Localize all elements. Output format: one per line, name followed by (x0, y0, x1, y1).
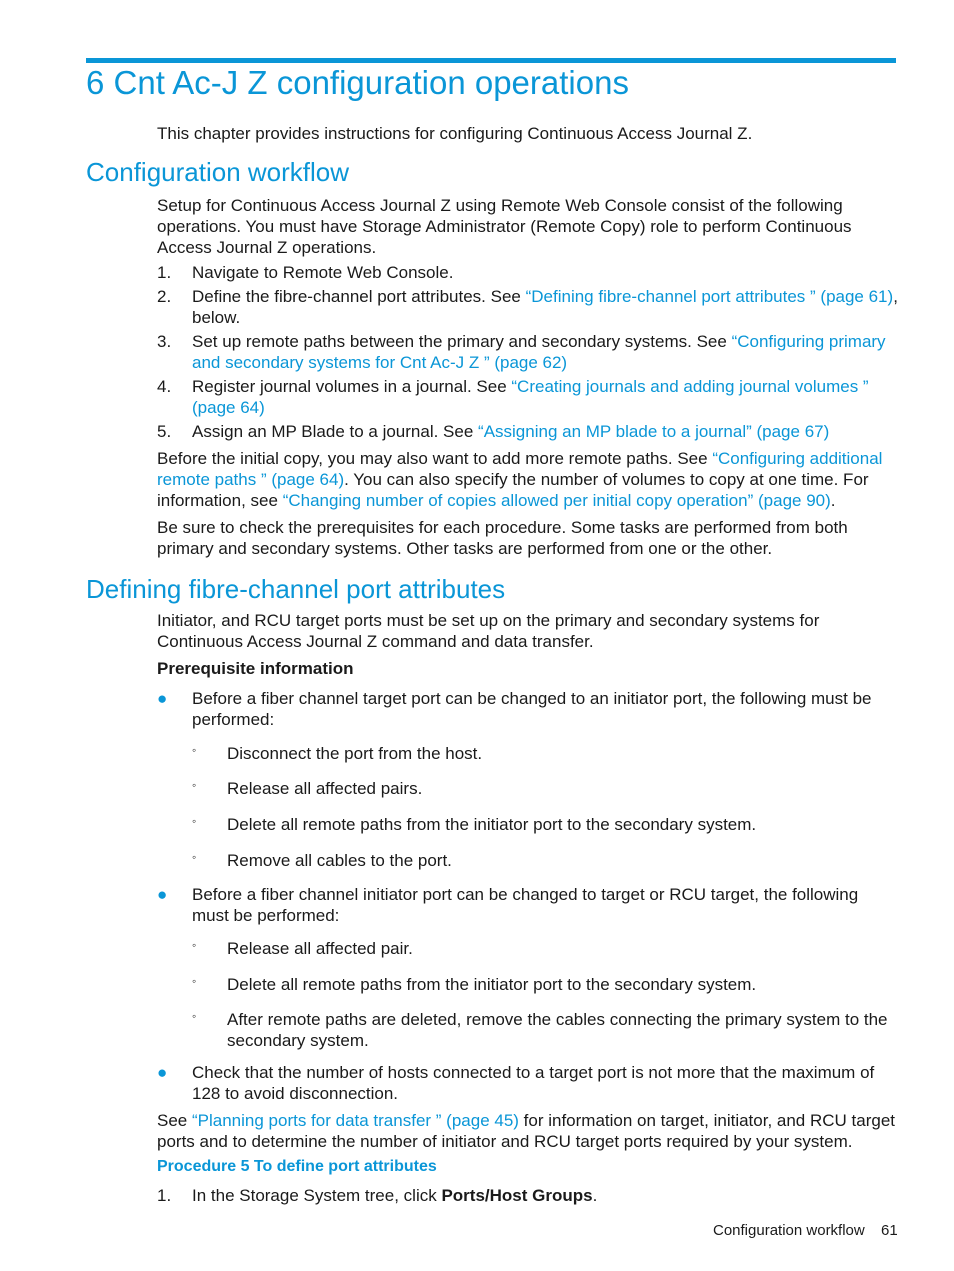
step-number: 5. (157, 422, 172, 441)
sub-item-text: Delete all remote paths from the initiator port to the secondary system. (227, 815, 757, 834)
step-text-body: Set up remote paths between the primary and secondary systems. See (192, 332, 732, 351)
circle-bullet-icon: ◦ (192, 1009, 197, 1023)
sub-item-text: Release all affected pair. (227, 939, 413, 958)
para-text: for information on target, initiator, and RCU target ports and to determine the number of initiator and RCU target ports required by your system. (157, 1111, 896, 1151)
step-number: 1. (157, 263, 172, 282)
sub-item-text: Delete all remote paths from the initiator port to the secondary system. (227, 975, 757, 994)
step-text-body: Define the fibre-channel port attributes. See (192, 287, 526, 306)
step-text (192, 376, 899, 418)
step-text-body: Register journal volumes in a journal. See (192, 377, 512, 396)
workflow-intro: Setup for Continuous Access Journal Z using Remote Web Console consist of the following operations. You must have Storage Administrator (Remote Copy) role to perform Continuous Access Journal Z operations. (157, 196, 852, 257)
bullet-icon: ● (157, 885, 168, 904)
bullet-icon: ● (157, 1063, 168, 1082)
sub-item-text: Remove all cables to the port. (227, 851, 452, 870)
procedure-title: Procedure 5 To define port attributes (157, 1158, 437, 1175)
circle-bullet-icon: ◦ (192, 814, 197, 828)
step-text (192, 262, 899, 283)
circle-bullet-icon: ◦ (192, 743, 197, 757)
prereq-label: Prerequisite information (157, 659, 354, 678)
bullet-text: Check that the number of hosts connected to a target port is not more that the maximum of 128 to avoid disconnection. (192, 1063, 875, 1103)
chapter-title: 6 Cnt Ac-J Z configuration operations (86, 64, 629, 101)
xref-link[interactable]: “Defining fibre-channel port attributes ” (page 61) (525, 287, 894, 306)
sub-item-text: Release all affected pairs. (227, 779, 423, 798)
step-number: 1. (157, 1186, 172, 1205)
step-text (192, 421, 899, 442)
circle-bullet-icon: ◦ (192, 974, 197, 988)
section-heading-ports: Defining fibre-channel port attributes (86, 574, 506, 604)
ports-intro: Initiator, and RCU target ports must be set up on the primary and secondary systems for Continuous Access Journal Z command and data transfer. (157, 611, 820, 651)
page-number: 61 (881, 1222, 898, 1239)
step-text (192, 1185, 899, 1206)
circle-bullet-icon: ◦ (192, 938, 197, 952)
xref-link[interactable]: “Configuring additional remote paths ” (page 64) (157, 449, 883, 489)
bullet-text: Before a fiber channel initiator port can be changed to target or RCU target, the following must be performed: (192, 885, 859, 925)
step-text-body: In the Storage System tree, click (192, 1186, 442, 1205)
circle-bullet-icon: ◦ (192, 850, 197, 864)
section-heading-workflow: Configuration workflow (86, 157, 350, 187)
circle-bullet-icon: ◦ (192, 778, 197, 792)
xref-link[interactable]: “Assigning an MP blade to a journal” (page 67) (478, 422, 830, 441)
para-text: . You can also specify the number of volumes to copy at one time. For information, see (157, 470, 869, 510)
bullet-text: Before a fiber channel target port can be changed to an initiator port, the following must be performed: (192, 689, 872, 729)
para-text: See (157, 1111, 192, 1130)
xref-link[interactable]: “Planning ports for data transfer ” (page 45) (191, 1111, 519, 1130)
before-copy-paragraph (157, 448, 899, 511)
chapter-intro: This chapter provides instructions for configuring Continuous Access Journal Z. (157, 124, 753, 143)
step-number: 4. (157, 377, 172, 396)
step-text-body: Assign an MP Blade to a journal. See (192, 422, 479, 441)
step-text (192, 286, 899, 328)
see-paragraph (157, 1110, 899, 1152)
chapter-rule (86, 58, 896, 63)
sub-item-text: Disconnect the port from the host. (227, 744, 483, 763)
xref-link[interactable]: “Creating journals and adding journal volumes ” (page 64) (192, 377, 869, 417)
step-number: 3. (157, 332, 172, 351)
sub-item-text: After remote paths are deleted, remove the cables connecting the primary system to the secondary system. (227, 1010, 888, 1050)
xref-link[interactable]: “Changing number of copies allowed per initial copy operation” (page 90) (282, 491, 831, 510)
step-text-after: . (592, 1186, 598, 1205)
para-text: Before the initial copy, you may also want to add more remote paths. See (157, 449, 713, 468)
step-text (192, 331, 899, 373)
prereq-note: Be sure to check the prerequisites for each procedure. Some tasks are performed from both primary and secondary systems. Other tasks are performed from one or the other. (157, 518, 848, 558)
step-number: 2. (157, 287, 172, 306)
ui-element-name: Ports/Host Groups (441, 1186, 593, 1205)
xref-link[interactable]: “Configuring primary and secondary systems for Cnt Ac-J Z ” (page 62) (192, 332, 886, 372)
step-text-body: Navigate to Remote Web Console. (192, 263, 454, 282)
para-text: . (830, 491, 836, 510)
step-text-after: , below. (192, 287, 898, 327)
bullet-icon: ● (157, 689, 168, 708)
footer-section-title: Configuration workflow (713, 1222, 865, 1239)
